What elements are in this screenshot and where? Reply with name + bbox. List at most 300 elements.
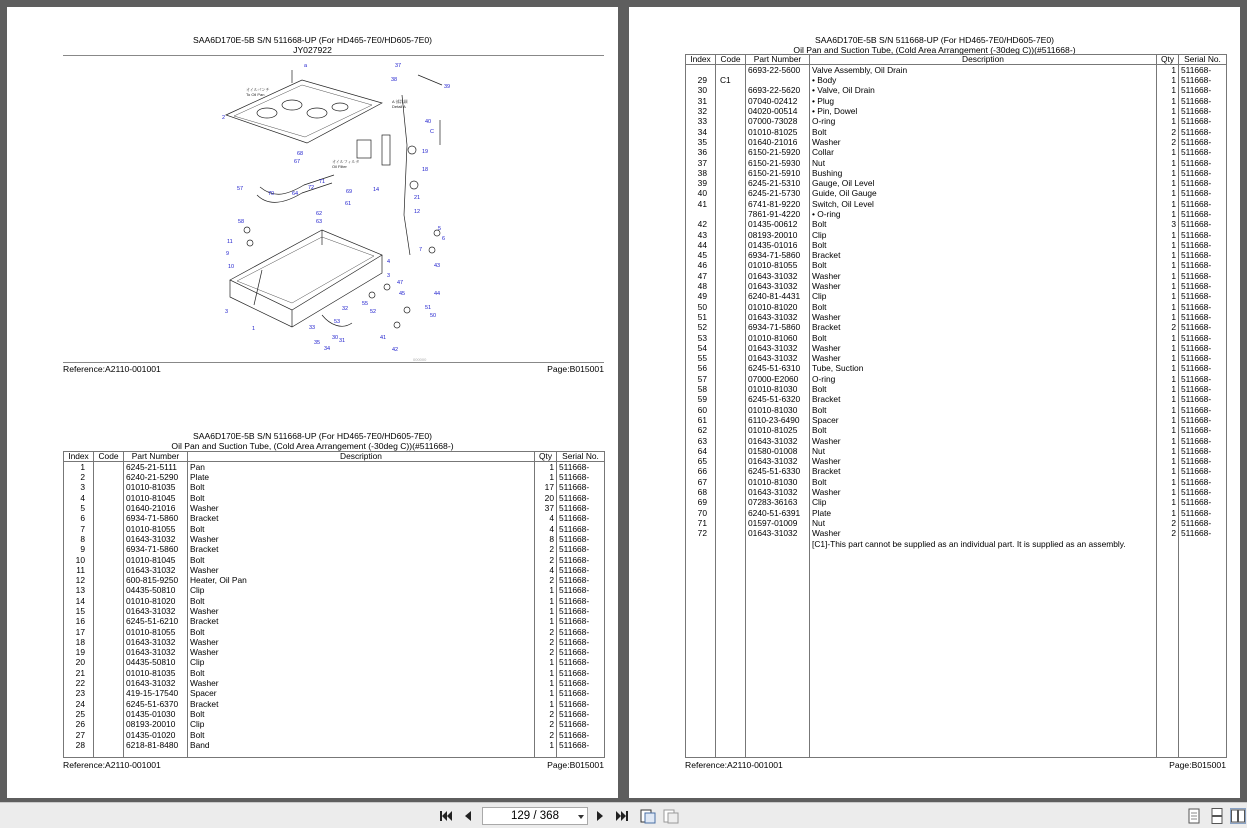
table-row — [686, 219, 1227, 229]
description-cell: Bolt — [188, 482, 535, 492]
index-cell: 37 — [686, 157, 716, 167]
index-cell: 4 — [64, 493, 94, 503]
svg-text:37: 37 — [395, 63, 402, 69]
index-cell: 21 — [64, 668, 94, 678]
part-number-cell: 01643-31032 — [746, 487, 810, 497]
table-row — [686, 405, 1227, 415]
index-cell: 6 — [64, 513, 94, 523]
divider — [63, 362, 604, 363]
page-number-select[interactable] — [482, 807, 588, 825]
table-title: SAA6D170E-5B S/N 511668-UP (For HD465-7E0/HD605-7E0) — [815, 35, 1054, 45]
part-number-cell: 04435-50810 — [124, 657, 188, 667]
serial-cell: 511668- — [1179, 157, 1227, 167]
svg-text:5: 5 — [438, 226, 442, 232]
chevron-down-icon[interactable] — [578, 815, 584, 819]
first-page-icon[interactable] — [438, 808, 454, 824]
serial-cell: 511668- — [1179, 446, 1227, 456]
code-cell — [94, 472, 124, 482]
part-number-cell: 01010-81060 — [746, 332, 810, 342]
code-cell — [716, 291, 746, 301]
description-cell: Washer — [810, 271, 1157, 281]
description-cell: Clip — [810, 291, 1157, 301]
svg-text:52: 52 — [370, 309, 377, 315]
svg-text:68: 68 — [297, 151, 304, 157]
table-row — [686, 415, 1227, 425]
serial-cell: 511668- — [1179, 466, 1227, 476]
table-row — [686, 147, 1227, 157]
exploded-parts-diagram — [212, 55, 457, 367]
empty-cell — [716, 549, 746, 758]
drawing-title: SAA6D170E-5B S/N 511668-UP (For HD465-7E0/HD605-7E0) — [193, 35, 432, 45]
code-cell — [94, 719, 124, 729]
description-cell: Washer — [188, 534, 535, 544]
code-cell — [716, 446, 746, 456]
qty-cell: 1 — [1157, 487, 1179, 497]
table-row — [686, 116, 1227, 126]
code-cell — [716, 415, 746, 425]
code-cell — [716, 353, 746, 363]
code-cell — [716, 477, 746, 487]
table-row — [686, 374, 1227, 384]
code-cell — [716, 302, 746, 312]
code-cell — [94, 657, 124, 667]
table-row — [686, 260, 1227, 270]
index-cell — [686, 65, 716, 76]
empty-cell — [746, 549, 810, 758]
part-number-cell: 01643-31032 — [124, 647, 188, 657]
table-title: SAA6D170E-5B S/N 511668-UP (For HD465-7E0/HD605-7E0) — [193, 431, 432, 441]
viewer-toolbar — [0, 802, 1247, 828]
qty-cell: 1 — [1157, 85, 1179, 95]
part-number-cell: 01643-31032 — [746, 281, 810, 291]
index-cell: 9 — [64, 544, 94, 554]
description-cell: Washer — [810, 281, 1157, 291]
code-cell — [94, 503, 124, 513]
qty-cell: 37 — [535, 503, 557, 513]
part-number-cell: 07040-02412 — [746, 96, 810, 106]
qty-cell: 1 — [1157, 405, 1179, 415]
description-cell: Spacer — [810, 415, 1157, 425]
table-row — [64, 513, 605, 523]
part-number-cell: 6240-81-4431 — [746, 291, 810, 301]
part-number-cell: 01643-31032 — [746, 343, 810, 353]
index-cell — [686, 209, 716, 219]
table-row — [686, 487, 1227, 497]
part-number-cell: 01597-01009 — [746, 518, 810, 528]
description-cell: Bolt — [188, 523, 535, 533]
index-cell: 27 — [64, 729, 94, 739]
index-cell: 64 — [686, 446, 716, 456]
part-number-cell: 01010-81055 — [124, 626, 188, 636]
svg-text:4: 4 — [387, 259, 391, 265]
svg-text:21: 21 — [414, 195, 421, 201]
page-indicator: 129 / 368 — [511, 810, 559, 822]
index-cell: 43 — [686, 229, 716, 239]
serial-cell: 511668- — [557, 688, 605, 698]
part-number-cell: 6245-51-6320 — [746, 394, 810, 404]
serial-cell: 511668- — [1179, 384, 1227, 394]
serial-cell: 511668- — [1179, 126, 1227, 136]
table-row — [686, 291, 1227, 301]
serial-cell: 511668- — [1179, 332, 1227, 342]
svg-text:34: 34 — [324, 346, 331, 352]
index-cell: 5 — [64, 503, 94, 513]
serial-cell: 511668- — [557, 596, 605, 606]
part-number-cell: 01435-01030 — [124, 709, 188, 719]
index-header: Index — [64, 452, 94, 462]
table-page-number: Page:B015001 — [1169, 760, 1226, 770]
svg-text:55: 55 — [362, 301, 369, 307]
table-row — [686, 518, 1227, 528]
svg-text:47: 47 — [397, 280, 404, 286]
serial-cell: 511668- — [557, 678, 605, 688]
serial-cell: 511668- — [1179, 497, 1227, 507]
qty-cell: 4 — [535, 513, 557, 523]
index-cell: 38 — [686, 168, 716, 178]
serial-cell: 511668- — [1179, 219, 1227, 229]
index-cell: 26 — [64, 719, 94, 729]
description-cell: Plate — [188, 472, 535, 482]
svg-text:31: 31 — [339, 338, 346, 344]
table-page-number: Page:B015001 — [547, 760, 604, 770]
qty-cell: 1 — [1157, 466, 1179, 476]
part-number-cell: 07000-73028 — [746, 116, 810, 126]
single-page-icon[interactable] — [1186, 808, 1202, 824]
serial-cell: 511668- — [557, 585, 605, 595]
serial-cell: 511668- — [557, 626, 605, 636]
qty-cell: 1 — [1157, 332, 1179, 342]
code-cell — [716, 229, 746, 239]
empty-cell — [716, 538, 746, 548]
empty-cell — [124, 750, 188, 757]
svg-text:64: 64 — [292, 191, 299, 197]
part-number-cell: 6150-21-5920 — [746, 147, 810, 157]
index-cell: 14 — [64, 596, 94, 606]
code-cell — [716, 260, 746, 270]
code-cell — [716, 219, 746, 229]
two-page-icon[interactable] — [1230, 808, 1246, 824]
index-cell: 62 — [686, 425, 716, 435]
qty-cell: 1 — [1157, 106, 1179, 116]
svg-text:To Oil Pan: To Oil Pan — [246, 92, 265, 97]
code-cell — [94, 523, 124, 533]
part-number-cell: 01643-31032 — [124, 678, 188, 688]
qty-cell: 2 — [535, 719, 557, 729]
code-cell — [716, 405, 746, 415]
svg-text:6: 6 — [442, 236, 446, 242]
table-subtitle: Oil Pan and Suction Tube, (Cold Area Arrangement (-30deg C))(#511668-) — [793, 45, 1076, 55]
part-number-cell: 6218-81-8480 — [124, 740, 188, 750]
svg-text:14: 14 — [373, 187, 380, 193]
index-cell: 54 — [686, 343, 716, 353]
index-cell: 52 — [686, 322, 716, 332]
index-cell: 46 — [686, 260, 716, 270]
description-cell: Washer — [810, 343, 1157, 353]
part-number-cell: 01010-81055 — [124, 523, 188, 533]
description-header: Description — [810, 55, 1157, 65]
svg-text:51: 51 — [425, 305, 432, 311]
description-cell: Bushing — [810, 168, 1157, 178]
qty-cell: 4 — [535, 565, 557, 575]
code-cell — [716, 374, 746, 384]
qty-cell: 17 — [535, 482, 557, 492]
part-number-cell: 7861-91-4220 — [746, 209, 810, 219]
serial-cell: 511668- — [1179, 178, 1227, 188]
table-row — [686, 199, 1227, 209]
table-reference: Reference:A2110-001001 — [63, 760, 161, 770]
part-number-cell: 6693-22-5600 — [746, 65, 810, 76]
description-cell: • Body — [810, 75, 1157, 85]
part-number-cell: 6245-21-5310 — [746, 178, 810, 188]
code-cell — [716, 507, 746, 517]
drawing-page-number: Page:B015001 — [547, 364, 604, 374]
svg-text:18: 18 — [422, 167, 429, 173]
table-row — [686, 126, 1227, 136]
description-cell: Washer — [810, 312, 1157, 322]
part-number-cell: 01010-81035 — [124, 668, 188, 678]
serial-cell: 511668- — [1179, 343, 1227, 353]
table-row — [64, 523, 605, 533]
index-cell: 66 — [686, 466, 716, 476]
serial-cell: 511668- — [1179, 85, 1227, 95]
description-cell: • Valve, Oil Drain — [810, 85, 1157, 95]
part-number-cell: 01640-21016 — [746, 137, 810, 147]
serial-cell: 511668- — [557, 503, 605, 513]
serial-cell: 511668- — [1179, 65, 1227, 76]
index-cell: 12 — [64, 575, 94, 585]
part-number-cell: 6693-22-5620 — [746, 85, 810, 95]
index-cell: 25 — [64, 709, 94, 719]
part-number-cell: 01435-01016 — [746, 240, 810, 250]
qty-cell: 1 — [1157, 394, 1179, 404]
description-cell: Bracket — [810, 250, 1157, 260]
part-number-cell: 01643-31032 — [124, 606, 188, 616]
svg-text:41: 41 — [380, 335, 387, 341]
part-number-cell: 01010-81025 — [746, 126, 810, 136]
code-cell — [716, 466, 746, 476]
empty-cell — [1179, 538, 1227, 548]
description-cell: Bracket — [810, 322, 1157, 332]
description-cell: Washer — [810, 353, 1157, 363]
spread-view-icon[interactable] — [663, 808, 679, 824]
serial-cell: 511668- — [1179, 353, 1227, 363]
index-cell: 69 — [686, 497, 716, 507]
svg-text:Oil Filter: Oil Filter — [332, 164, 347, 169]
serial-cell: 511668- — [557, 740, 605, 750]
part-number-cell: 6245-21-5730 — [746, 188, 810, 198]
part-number-cell: 08193-20010 — [746, 229, 810, 239]
table-note: [C1]-This part cannot be supplied as an individual part. It is supplied as an assembly. — [810, 538, 1157, 548]
table-note-row — [686, 538, 1227, 548]
code-cell — [716, 343, 746, 353]
qty-cell: 1 — [1157, 116, 1179, 126]
code-cell — [94, 596, 124, 606]
description-cell: Washer — [188, 565, 535, 575]
qty-cell: 1 — [1157, 302, 1179, 312]
part-number-cell: 01010-81030 — [746, 477, 810, 487]
continuous-page-icon[interactable] — [1209, 808, 1225, 824]
table-row — [686, 312, 1227, 322]
part-number-cell: 01010-81035 — [124, 482, 188, 492]
table-row — [686, 384, 1227, 394]
description-cell: Washer — [810, 435, 1157, 445]
code-cell — [716, 126, 746, 136]
prev-page-icon[interactable] — [460, 808, 476, 824]
qty-cell: 1 — [1157, 312, 1179, 322]
part-number-cell: 01643-31032 — [746, 353, 810, 363]
part-number-cell: 01643-31032 — [124, 637, 188, 647]
table-row — [686, 137, 1227, 147]
part-number-cell: 01580-01008 — [746, 446, 810, 456]
index-cell: 59 — [686, 394, 716, 404]
description-cell: Clip — [188, 657, 535, 667]
qty-cell: 1 — [1157, 271, 1179, 281]
code-cell — [716, 137, 746, 147]
part-number-cell: 6150-21-5930 — [746, 157, 810, 167]
code-cell — [94, 544, 124, 554]
description-cell: Washer — [810, 487, 1157, 497]
qty-cell: 1 — [1157, 250, 1179, 260]
part-number-cell: 6245-21-5111 — [124, 462, 188, 473]
description-cell: Bolt — [188, 554, 535, 564]
rotate-view-icon[interactable] — [640, 808, 656, 824]
serial-cell: 511668- — [557, 709, 605, 719]
serial-cell: 511668- — [557, 493, 605, 503]
description-cell: Bolt — [810, 302, 1157, 312]
serial-cell: 511668- — [557, 534, 605, 544]
qty-cell: 1 — [535, 585, 557, 595]
table-row — [64, 534, 605, 544]
svg-text:39: 39 — [444, 84, 451, 90]
svg-text:C: C — [430, 129, 434, 135]
serial-cell: 511668- — [1179, 188, 1227, 198]
svg-text:63: 63 — [316, 219, 323, 225]
serial-cell: 511668- — [1179, 394, 1227, 404]
code-cell — [94, 565, 124, 575]
part-number-cell: 01010-81045 — [124, 493, 188, 503]
qty-cell: 2 — [535, 709, 557, 719]
svg-text:3: 3 — [225, 309, 229, 315]
part-number-cell: 6245-51-6330 — [746, 466, 810, 476]
description-cell: Bolt — [188, 709, 535, 719]
table-row — [686, 332, 1227, 342]
serial-cell: 511668- — [1179, 260, 1227, 270]
table-row — [686, 466, 1227, 476]
table-row — [686, 497, 1227, 507]
qty-cell: 2 — [535, 647, 557, 657]
qty-cell: 1 — [535, 699, 557, 709]
index-cell: 60 — [686, 405, 716, 415]
svg-text:19: 19 — [422, 149, 429, 155]
index-cell: 56 — [686, 363, 716, 373]
svg-text:38: 38 — [391, 77, 398, 83]
svg-text:62: 62 — [316, 211, 323, 217]
svg-text:30: 30 — [332, 335, 339, 341]
empty-cell — [686, 538, 716, 548]
serial-cell: 511668- — [1179, 302, 1227, 312]
description-cell: Bolt — [810, 260, 1157, 270]
code-cell — [716, 394, 746, 404]
qty-cell: 2 — [1157, 518, 1179, 528]
part-number-cell: 08193-20010 — [124, 719, 188, 729]
serial-cell: 511668- — [1179, 209, 1227, 219]
index-cell: 47 — [686, 271, 716, 281]
qty-cell: 2 — [535, 575, 557, 585]
qty-cell: 8 — [535, 534, 557, 544]
qty-cell: 1 — [1157, 374, 1179, 384]
qty-cell: 2 — [535, 544, 557, 554]
qty-cell: 1 — [535, 462, 557, 473]
description-cell: Bracket — [810, 394, 1157, 404]
table-row — [64, 657, 605, 667]
code-cell — [716, 384, 746, 394]
svg-text:1: 1 — [252, 326, 256, 332]
serial-cell: 511668- — [557, 575, 605, 585]
part-number-cell: 04435-50810 — [124, 585, 188, 595]
table-row — [686, 281, 1227, 291]
description-cell: Plate — [810, 507, 1157, 517]
svg-text:58: 58 — [238, 219, 245, 225]
serial-cell: 511668- — [557, 647, 605, 657]
description-cell: Washer — [188, 678, 535, 688]
code-cell — [716, 322, 746, 332]
qty-cell: 1 — [1157, 343, 1179, 353]
part-number-header: Part Number — [124, 452, 188, 462]
part-number-cell: 6934-71-5860 — [124, 513, 188, 523]
qty-cell: 1 — [1157, 157, 1179, 167]
next-page-icon[interactable] — [592, 808, 608, 824]
table-row — [686, 85, 1227, 95]
table-row — [686, 363, 1227, 373]
index-cell: 30 — [686, 85, 716, 95]
code-cell — [716, 199, 746, 209]
qty-cell: 1 — [535, 616, 557, 626]
description-cell: Clip — [188, 585, 535, 595]
empty-cell — [1157, 549, 1179, 758]
table-row — [64, 606, 605, 616]
index-cell: 19 — [64, 647, 94, 657]
index-cell: 53 — [686, 332, 716, 342]
table-row — [64, 565, 605, 575]
serial-cell: 511668- — [557, 462, 605, 473]
table-row — [686, 96, 1227, 106]
last-page-icon[interactable] — [614, 808, 630, 824]
description-cell: Bracket — [810, 466, 1157, 476]
index-cell: 35 — [686, 137, 716, 147]
table-row — [686, 322, 1227, 332]
parts-table-left — [63, 451, 605, 758]
qty-cell: 1 — [1157, 209, 1179, 219]
index-cell: 71 — [686, 518, 716, 528]
serial-cell: 511668- — [1179, 271, 1227, 281]
qty-cell: 1 — [1157, 199, 1179, 209]
svg-text:11: 11 — [227, 239, 233, 245]
table-filler-row — [64, 750, 605, 757]
part-number-cell: 6150-21-5910 — [746, 168, 810, 178]
description-cell: Guide, Oil Gauge — [810, 188, 1157, 198]
serial-cell: 511668- — [1179, 75, 1227, 85]
serial-cell: 511668- — [1179, 147, 1227, 157]
drawing-reference: Reference:A2110-001001 — [63, 364, 161, 374]
description-cell: Nut — [810, 518, 1157, 528]
index-cell: 55 — [686, 353, 716, 363]
description-cell: Bolt — [810, 384, 1157, 394]
index-cell: 39 — [686, 178, 716, 188]
code-cell — [716, 363, 746, 373]
code-cell — [716, 281, 746, 291]
table-row — [686, 425, 1227, 435]
table-row — [64, 668, 605, 678]
